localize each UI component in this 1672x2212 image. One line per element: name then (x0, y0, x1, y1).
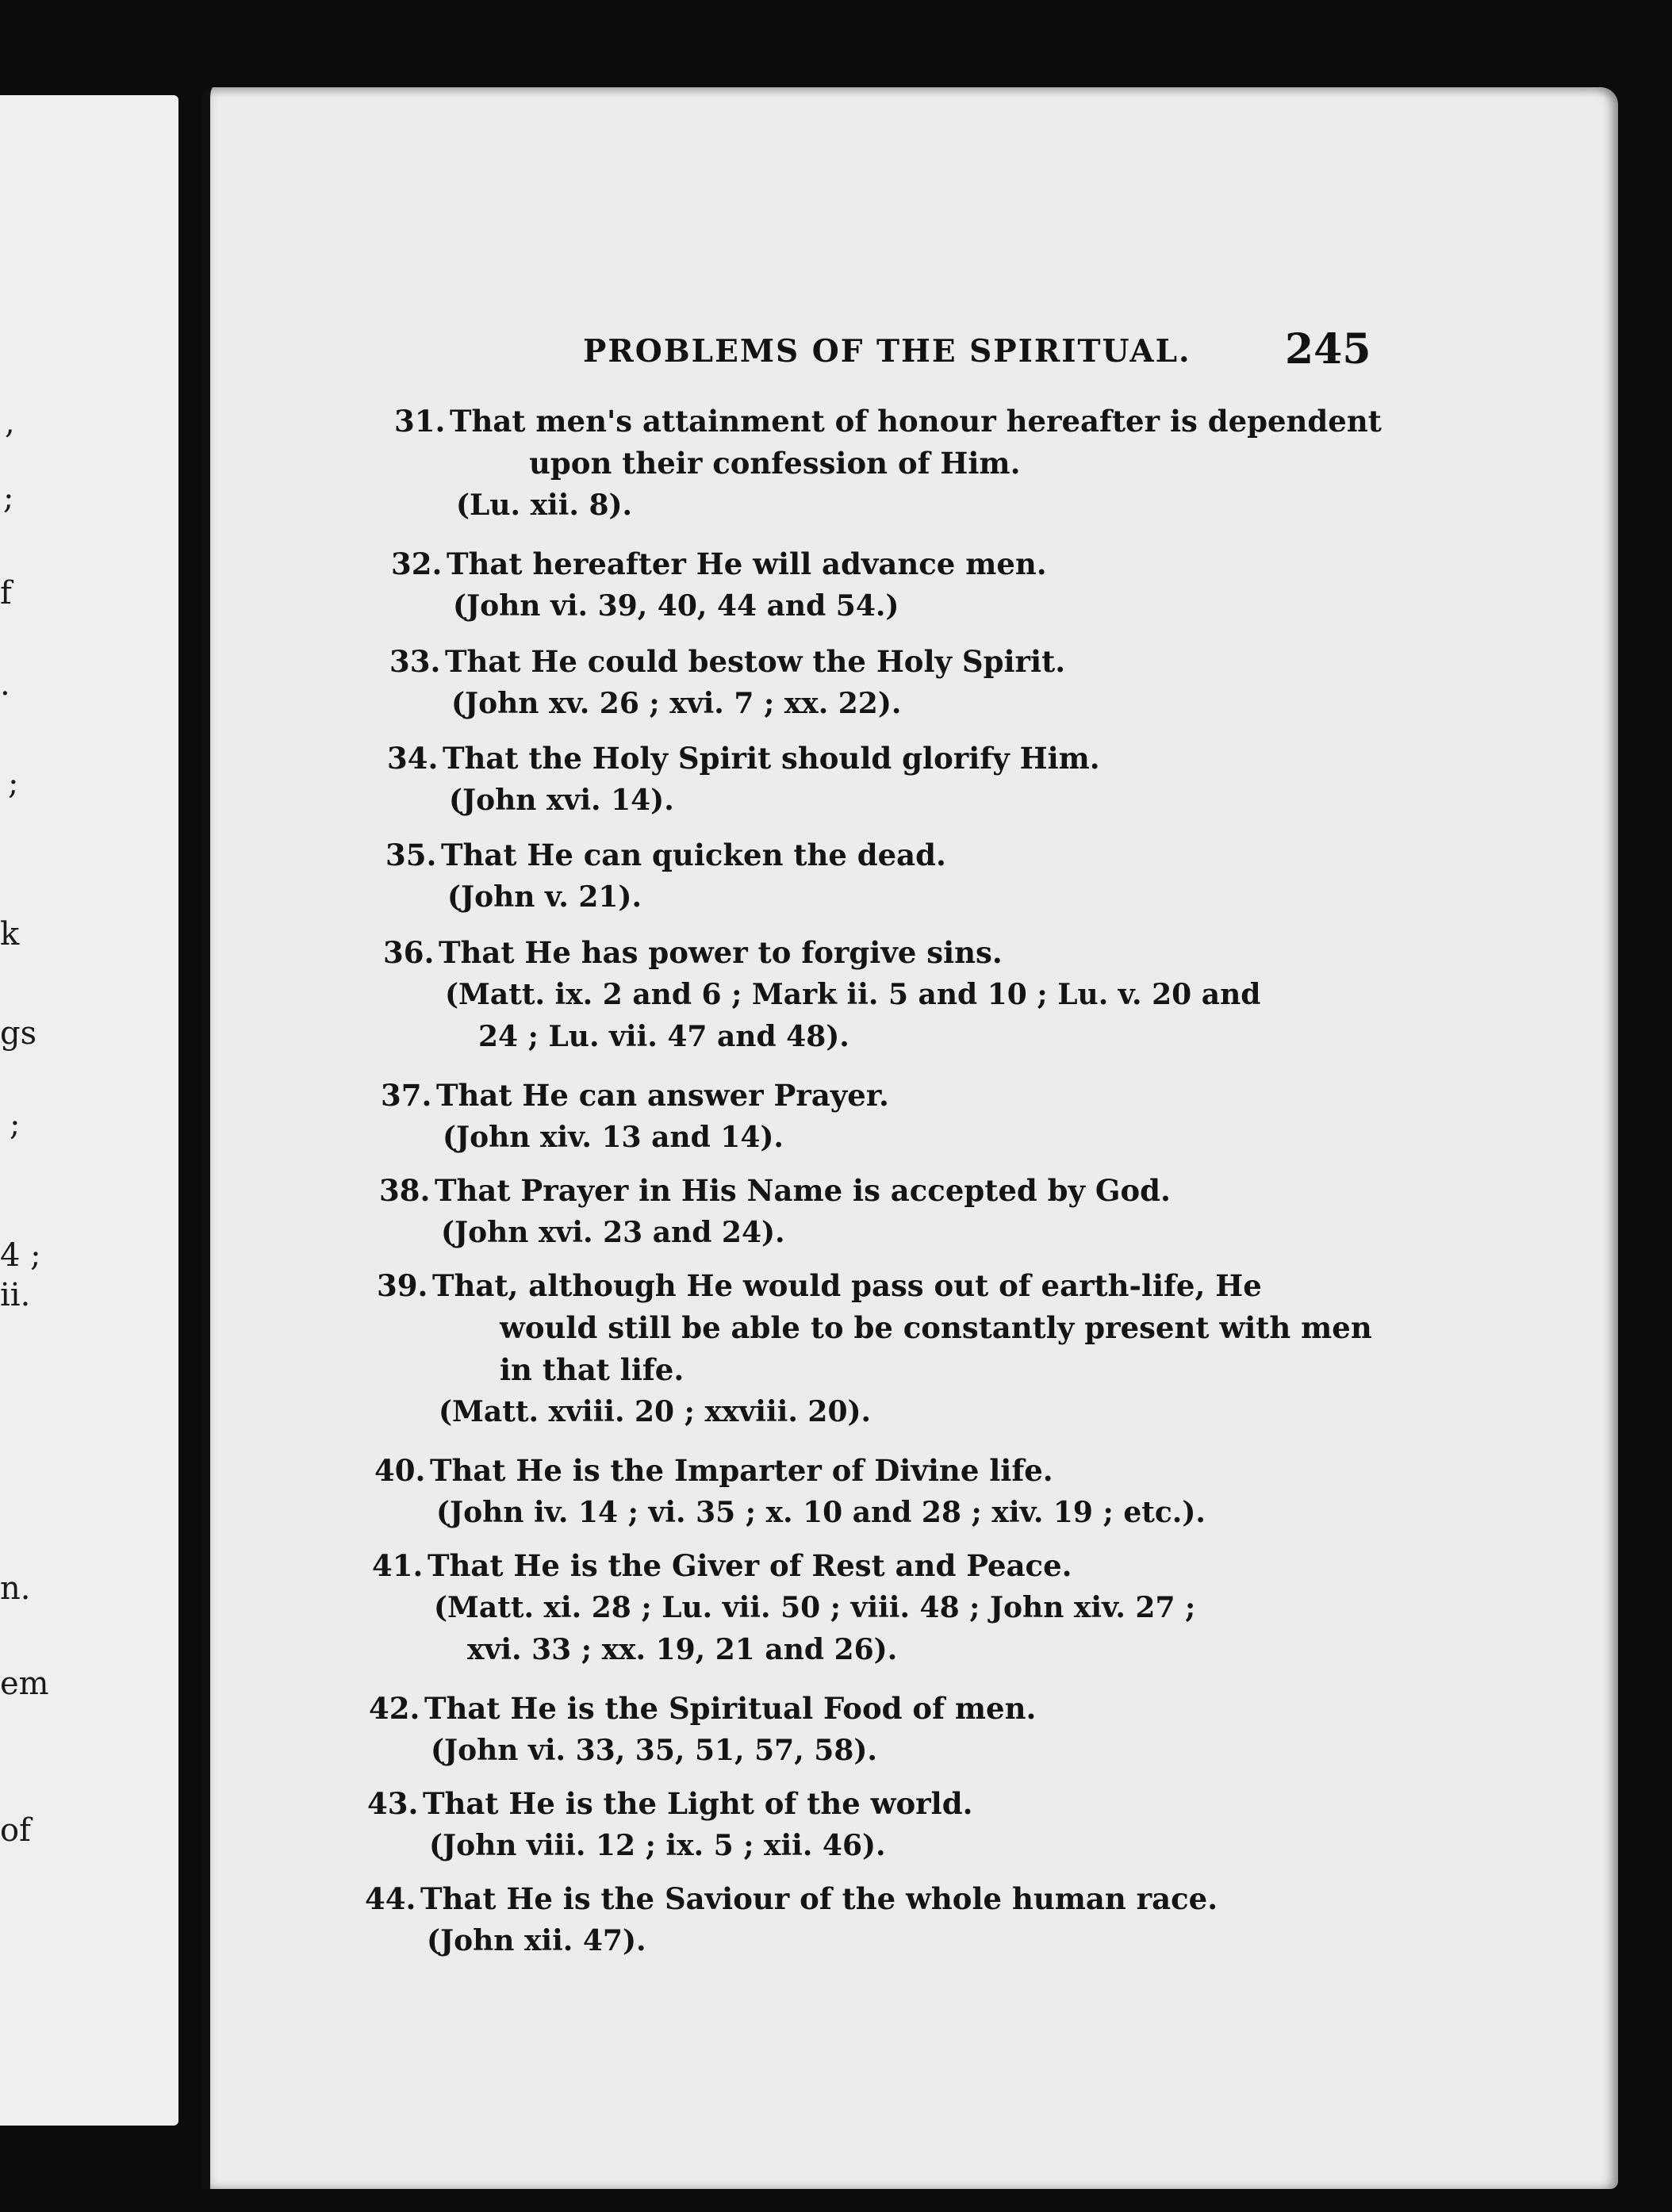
list-item (379, 1170, 1379, 1254)
left-fragment: ; (10, 1106, 21, 1143)
scripture-reference: (Matt. xi. 28 ; Lu. vii. 50 ; viii. 48 ; John xiv. 27 ; (434, 1591, 1196, 1624)
list-item (394, 401, 1394, 527)
list-item (391, 543, 1390, 627)
item-text-continued: upon their confession of Him. (529, 446, 1021, 481)
left-fragment: , (5, 404, 15, 441)
list-item (374, 1450, 1374, 1534)
item-number: 40. (374, 1453, 426, 1488)
list-item (383, 932, 1382, 1058)
left-fragment: f (0, 575, 12, 611)
item-text: That, although He would pass out of earth-life, He (432, 1268, 1262, 1303)
list-item (365, 1878, 1364, 1962)
left-fragment: . (0, 666, 10, 703)
list-item (389, 641, 1389, 725)
scripture-reference: (John xv. 26 ; xvi. 7 ; xx. 22). (451, 687, 902, 720)
list-item (367, 1783, 1367, 1867)
running-head: PROBLEMS OF THE SPIRITUAL. (583, 333, 1191, 370)
scripture-reference: (John viii. 12 ; ix. 5 ; xii. 46). (429, 1829, 886, 1862)
list-item (381, 1075, 1380, 1159)
item-text-continued: would still be able to be constantly present with men (500, 1310, 1372, 1345)
item-number: 33. (389, 644, 441, 679)
scripture-reference: (John vi. 33, 35, 51, 57, 58). (431, 1734, 877, 1767)
scripture-reference: (John vi. 39, 40, 44 and 54.) (453, 589, 899, 623)
item-number: 36. (383, 935, 435, 970)
list-item (387, 738, 1386, 822)
item-number: 38. (379, 1173, 431, 1208)
list-item (369, 1688, 1368, 1772)
item-text: That He is the Spiritual Food of men. (424, 1691, 1037, 1726)
item-text: That He is the Light of the world. (423, 1786, 973, 1821)
scripture-reference: (John xii. 47). (427, 1924, 646, 1957)
scripture-reference-continued: 24 ; Lu. vii. 47 and 48). (478, 1020, 849, 1053)
scripture-reference: (Matt. xviii. 20 ; xxviii. 20). (439, 1395, 872, 1428)
book-page (202, 87, 1618, 2189)
scripture-reference-continued: xvi. 33 ; xx. 19, 21 and 26). (467, 1633, 898, 1666)
item-number: 35. (385, 838, 437, 872)
list-item (385, 834, 1385, 918)
list-item (377, 1265, 1376, 1433)
left-fragment: k (0, 916, 20, 953)
item-text: That hereafter He will advance men. (447, 546, 1047, 581)
scripture-reference: (John xvi. 14). (449, 784, 674, 817)
scripture-reference: (Lu. xii. 8). (456, 489, 633, 522)
item-text: That men's attainment of honour hereafter is dependent (450, 404, 1382, 439)
left-fragment: ; (3, 480, 14, 516)
left-fragment: n. (0, 1570, 31, 1607)
page-number: 245 (1285, 325, 1371, 374)
item-number: 32. (391, 546, 443, 581)
item-text: That He can quicken the dead. (441, 838, 946, 872)
item-number: 31. (394, 404, 446, 439)
left-facing-page (0, 95, 178, 2126)
list-item (372, 1545, 1371, 1671)
item-text: That He is the Giver of Rest and Peace. (428, 1548, 1072, 1583)
scripture-reference: (John xiv. 13 and 14). (443, 1121, 784, 1154)
item-number: 43. (367, 1786, 419, 1821)
item-number: 37. (381, 1078, 432, 1113)
scripture-reference: (John iv. 14 ; vi. 35 ; x. 10 and 28 ; xiv. 19 ; etc.). (436, 1496, 1206, 1529)
left-fragment: gs (0, 1015, 37, 1052)
item-text: That the Holy Spirit should glorify Him. (443, 741, 1100, 776)
numbered-list (210, 87, 1618, 2189)
item-number: 44. (365, 1881, 416, 1916)
item-text: That He has power to forgive sins. (439, 935, 1003, 970)
left-fragment: ; (8, 765, 19, 802)
scripture-reference: (John xvi. 23 and 24). (441, 1216, 785, 1249)
item-text: That He is the Saviour of the whole human race. (420, 1881, 1218, 1916)
item-number: 41. (372, 1548, 424, 1583)
item-text: That He could bestow the Holy Spirit. (445, 644, 1066, 679)
item-text-continued: in that life. (500, 1352, 685, 1387)
left-fragment: ii. (0, 1277, 31, 1313)
left-fragment: 4 ; (0, 1237, 41, 1274)
item-text: That He can answer Prayer. (436, 1078, 889, 1113)
item-text: That He is the Imparter of Divine life. (430, 1453, 1053, 1488)
left-fragment: of (0, 1812, 31, 1849)
item-text: That Prayer in His Name is accepted by God. (435, 1173, 1171, 1208)
item-number: 42. (369, 1691, 420, 1726)
scripture-reference: (John v. 21). (447, 880, 642, 914)
scripture-reference: (Matt. ix. 2 and 6 ; Mark ii. 5 and 10 ; Lu. v. 20 and (445, 978, 1261, 1011)
left-fragment: em (0, 1666, 49, 1702)
item-number: 39. (377, 1268, 428, 1303)
item-number: 34. (387, 741, 439, 776)
